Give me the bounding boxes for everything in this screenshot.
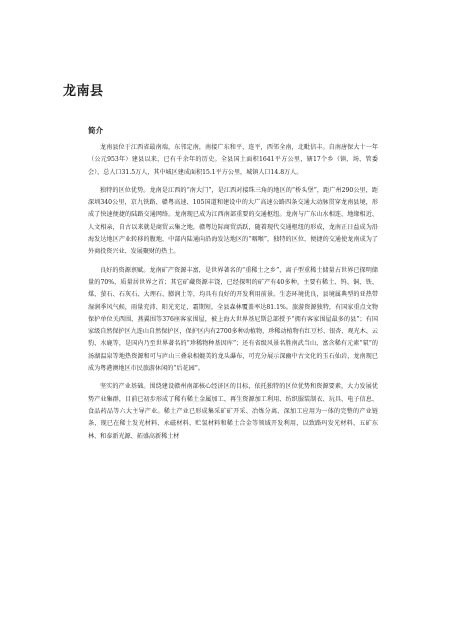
document-body	[88, 142, 378, 449]
section-heading: 简介	[88, 126, 103, 135]
document-title: 龙南县	[63, 84, 104, 99]
paragraph-location: 独特的区位优势。龙南是江西的“南大门”，是江西对接珠三角的地区的“桥头堡”，距广州290公里，距深圳340公里，京九铁路、赣粤高速、105国道和建设中的大广高速公路四条交通大动脉贯穿龙南县境，形成了快速便捷的陆路交通网络。龙南现已成为江西南部重要的交通枢纽。龙南与广东山水相连、地缘相近、人文相亲，自古以来就是商贸云集之地，赣粤边际商贸活跃，随着现代交通枢纽的形成，龙南正日益成为沿海发达地区产业转移的腹地，中部内陆通向沿海发达地区的“咽喉”，独特的区位、便捷的交通使龙南成为了外商投资兴业、发展聚财的热土。	[88, 186, 378, 256]
paragraph-intro: 龙南县位于江西省最南端，东邻定南，南接广东和平、连平，西邻全南，北毗信丰。自南唐保大十一年（公元953年）建县以来，已有千余年的历史。全县国土面积1641平方公里，辖17个乡（镇、场、管委会），总人口31.5万人，其中城区建成面积15.1平方公里，城镇人口14.8万人。	[88, 144, 378, 176]
paragraph-resources: 良好的资源禀赋。龙南矿产资源丰富，是世界著名的“重稀土之乡”，离子型重稀土储量占世界已探明储量的70%，质量居世界之首；其它矿藏资源丰饶，已经探明的矿产有40多种，主要有稀土、钨、铜、铁、煤、萤石、石灰石、大理石、膨润土等，均具有良好的开发利用前景。生态环境优良，县境属典型的亚热带湿润季风气候，雨量充沛、阳光充足，霜期短，全县森林覆盖率达81.1%。旅游资源独特，有国家重点文物保护单位关西围、燕翼围等376座客家围屋，被上海大世界基尼斯总部授予“拥有客家围屋最多的县”；有国家级自然保护区九连山自然保护区，保护区内有2700多种动植物，珍稀动植物有红豆杉、银杏、观光木、云豹、水鹿等，是国内乃至世界著名的“珍稀物种基因库”；还有省级风景名胜南武当山、富含稀有元素“氡”的汤湖温泉等地热资源和可与庐山三叠泉相媲美的龙头瀑布，可充分展示深幽中古文化的玉石仙岩，龙南现已成为粤港澳地区市民旅游休闲的“后花园”。	[88, 266, 378, 373]
paragraph-industry: 坚实的产业基础。围绕建设赣州南部核心经济区的目标，依托独特的区位优势和资源要素，大力发展优势产业集群，目前已初步形成了稀有稀土金属加工、再生资源加工利用、纺织服装制衣、玩具、电子信息、食品药品等六大主导产业。稀土产业已形成集采矿矿开采、冶炼分离、深加工应用为一体的完整的产业链条，现已在稀土发光材料、永磁材料、贮氢材料和稀土合金等领域开发利用，以致路玛发光材料、五矿东林、和泰新光源、拓盛高新稀土材	[88, 383, 378, 440]
